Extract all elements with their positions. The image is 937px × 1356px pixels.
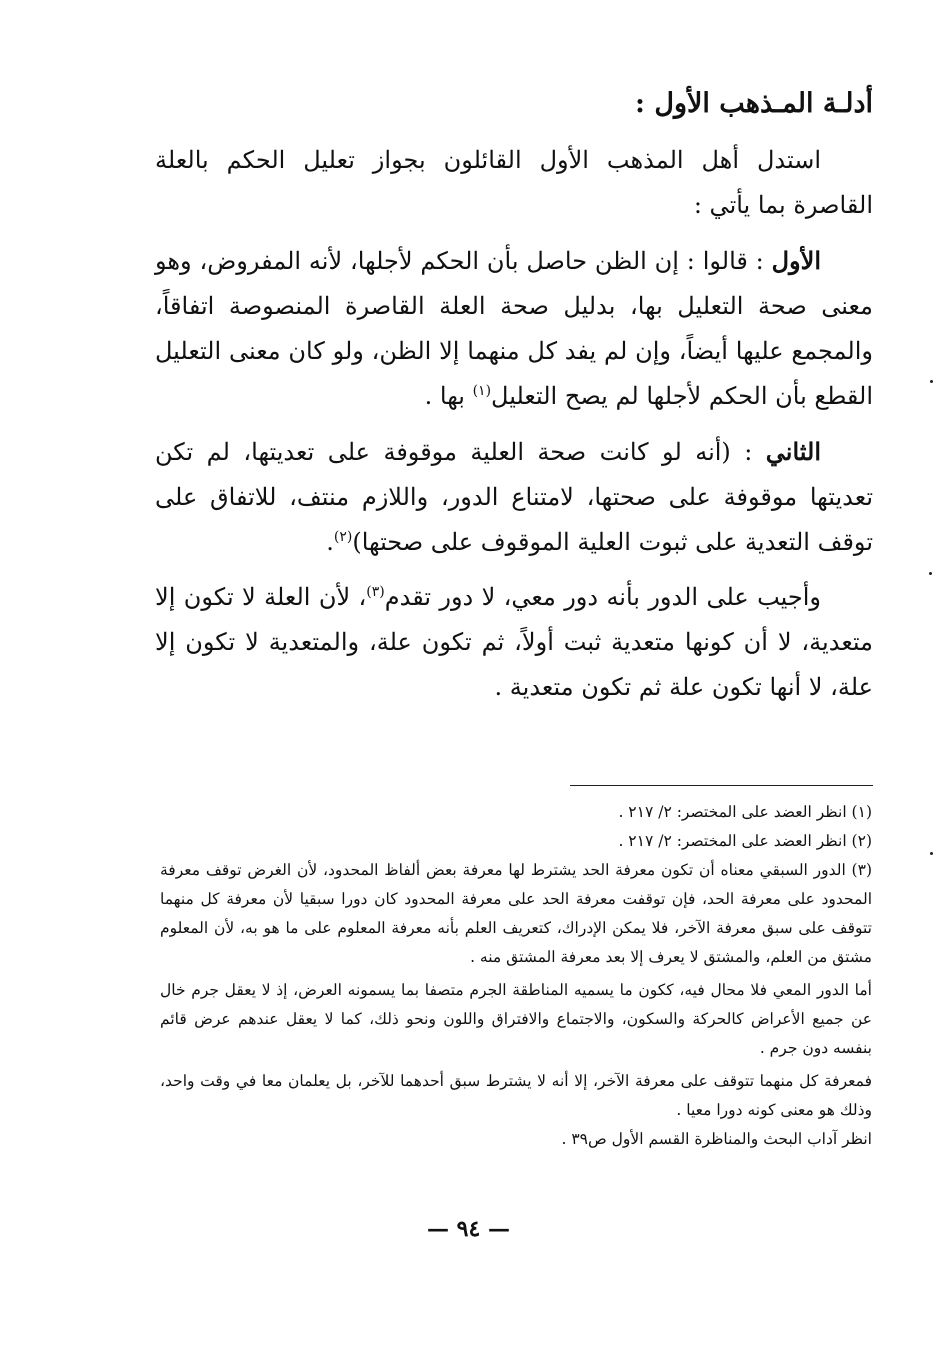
footnotes	[160, 798, 872, 1154]
second-argument-lead: الثاني	[765, 437, 821, 466]
footnote-ref-1: (١)	[472, 383, 492, 399]
first-argument-tail: بها .	[424, 382, 473, 410]
second-argument-text: : (أنه لو كانت صحة العلية موقوفة على تعديتها، لم تكن تعديتها موقوفة على صحتها، لامتناع الدور، واللازم منتف، للاتفاق على توقف التعدية على ثبوت العلية الموقوف على صحتها)	[155, 438, 873, 556]
footnote-3-continuation-a: أما الدور المعي فلا محال فيه، ككون ما يسميه المناطقة الجرم متصفا بما يسمونه العرض، إذ لا يعقل جرم خال عن جميع الأعراض كالحركة والسكون، والاجتماع والافتراق واللون ونحو ذلك، كما لا يعقل عندهم عرض قائم بنفسه دون جرم .	[160, 981, 872, 1057]
answer-tail: ، لأن العلة لا تكون إلا متعدية، لا أن كونها متعدية ثبت أولاً، ثم تكون علة، والمتعدية لا تكون إلا علة، لا أنها تكون علة ثم تكون متعدية .	[155, 583, 873, 701]
footnote-2: (٢) انظر العضد على المختصر: ٢/ ٢١٧ .	[618, 832, 872, 850]
footnote-3: (٣) الدور السبقي معناه أن تكون معرفة الحد يشترط لها معرفة بعض ألفاظ المحدود، لأن الغرض توقف معرفة المحدود على معرفة الحد، فإن توقفت معرفة الحد على معرفة المحدود كان دورا سبقيا لأن معرفة كل منهما تتوقف على سبق معرفة الآخر، فلا يمكن الإدراك، كتعريف العلم بأنه معرفة المعلوم على ما هو به، لأن المعلوم مشتق من العلم، والمشتق لا يعرف إلا بعد معرفة المشتق منه .	[160, 861, 872, 966]
footnote-3-continuation-b: فمعرفة كل منهما تتوقف على معرفة الآخر، إلا أنه لا يشترط سبق أحدهما للآخر، بل يعلمان معا في وقت واحد، وذلك هو معنى كونه دورا معيا .	[160, 1072, 872, 1119]
answer-text: وأجيب على الدور بأنه دور معي، لا دور تقدم	[384, 583, 822, 611]
second-argument-paragraph	[155, 429, 873, 565]
main-text	[155, 82, 873, 720]
first-argument-paragraph	[155, 238, 873, 419]
footnote-1: (١) انظر العضد على المختصر: ٢/ ٢١٧ .	[618, 803, 872, 821]
second-argument-tail: .	[326, 528, 334, 556]
scan-speck	[929, 572, 932, 575]
footnote-3-source: انظر آداب البحث والمناظرة القسم الأول ص٣٩ .	[561, 1130, 872, 1148]
footnote-ref-3: (٣)	[366, 584, 385, 600]
page-number: — ٩٤ —	[427, 1216, 510, 1242]
first-argument-lead: الأول	[771, 246, 821, 275]
answer-paragraph	[155, 575, 873, 710]
section-heading: أدلـة المـذهب الأول :	[634, 88, 873, 119]
footnote-ref-2: (٢)	[333, 529, 353, 545]
scan-speck	[930, 380, 933, 383]
intro-paragraph: استدل أهل المذهب الأول القائلون بجواز تعليل الحكم بالعلة القاصرة بما يأتي :	[155, 146, 873, 219]
scan-speck	[930, 852, 933, 855]
footnote-divider	[570, 785, 873, 786]
first-argument-text: : قالوا : إن الظن حاصل بأن الحكم لأجلها، لأنه المفروض، وهو معنى صحة التعليل بها، بدليل صحة العلة القاصرة المنصوصة اتفاقاً، والمجمع عليها أيضاً، وإن لم يفد كل منهما إلا الظن، ولو كان معنى التعليل القطع بأن الحكم لأجلها لم يصح التعليل	[155, 247, 873, 410]
